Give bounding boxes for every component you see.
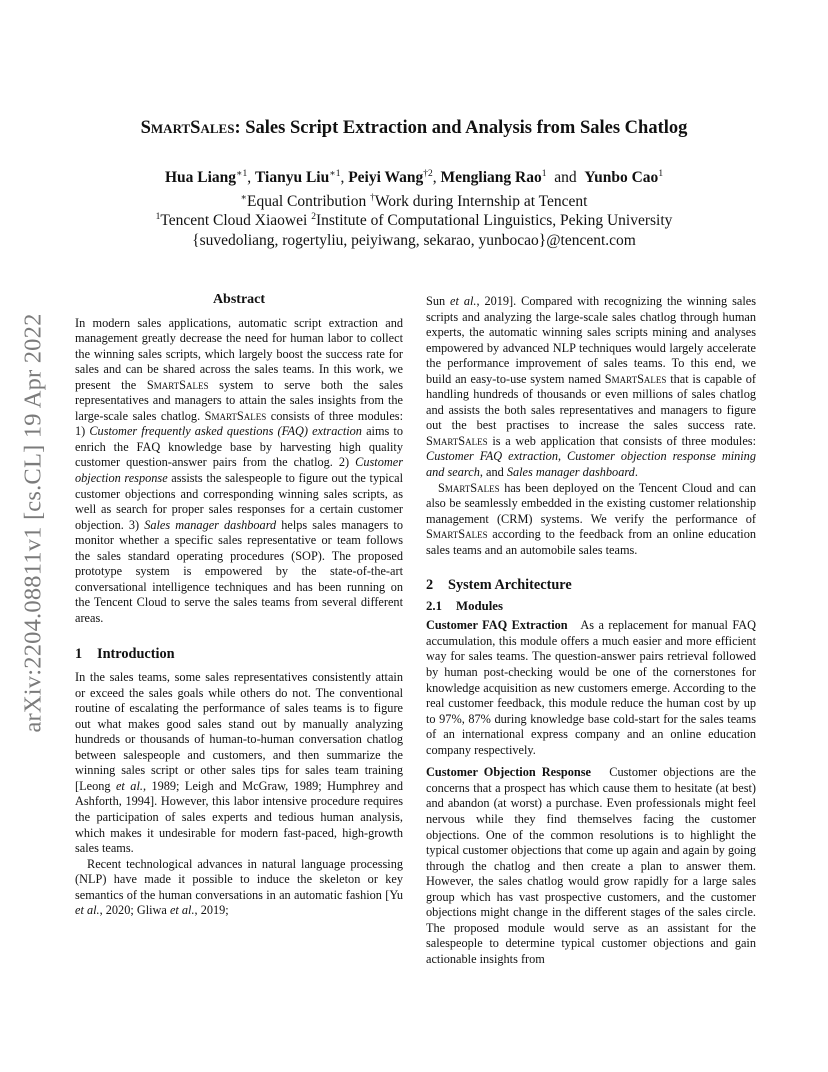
paragraph-customer-objection-response: Customer Objection Response Customer objections are the concerns that a prospect has which cause them to hesitate (at best) and abandon (at worst) a purchase. Even professionals might feel nervous while they find themselves facing the customer objections. One of the common resolutions is to highlight the typical customer objections that come up again and again by going through the chatlog and then create a plan to answer them. However, the sales chatlog would grow rapidly for a large sales group which has vast prospective customers, and the customer objections might change in the different stages of the sales circle. The proposed module would serve as an assistant for the salespeople to determine typical customer objections and gain actionable insights from bbox=[426, 765, 756, 966]
section-heading-introduction: 1 Introduction bbox=[75, 646, 175, 663]
intro-continuation: Sun et al., 2019]. Compared with recognizing the winning sales scripts and analyzing the large-scale sales chatlog through human experts, the automatic winning sales scripts mining and analyses empowered by advanced NLP techniques would largely accelerate the performance improvement of sales teams. To this end, we build an easy-to-use system named SmartSales that is capable of handling hundreds of thousands or even millions of sales chatlog and assists the both sales representatives and managers to figure out the best practises to increase the sales success rate. SmartSales is a web application that consists of three modules: Customer FAQ extraction, Customer objection response mining and search, and Sales manager dashboard. bbox=[426, 294, 756, 480]
author-emails: {suvedoliang, rogertyliu, peiyiwang, sekarao, yunbocao}@tencent.com bbox=[192, 232, 636, 249]
abstract-text: In modern sales applications, automatic script extraction and management greatly decrease the need for human labor to collect the winning sales scripts, which largely boost the success rate for sales and can be shared across the sales teams. In this work, we present the SmartSales system to serve both the sales representatives and managers to attain the sales insights from the large-scale sales chatlog. SmartSales consists of three modules: 1) Customer frequently asked questions (FAQ) extraction aims to enrich the FAQ knowledge base by harvesting high quality customer question-answer pairs from the chatlog. 2) Customer objection response assists the salespeople to figure out the typical customer objections and corresponding winning sales scripts, as well as search for proper sales responses for a certain customer objection. 3) Sales manager dashboard helps sales managers to monitor whether a specific sales representative or team follows the sales standard operating procedures (SOP). The proposed prototype system is empowered by the state-of-the-art conversational intelligence techniques and has been running on the Tencent Cloud to serve the sales teams from several different areas. bbox=[75, 315, 404, 625]
left-column bbox=[75, 292, 403, 919]
paragraph-customer-faq-extraction: Customer FAQ Extraction As a replacement for manual FAQ accumulation, this module offers a much easier and more efficient way for sales teams. The question-answer pairs retrieval followed by human post-checking would be one of the cornerstones for knowledge acquisition as new customers emerge. According to the real customer feedback, this module reduce the human cost by up to 97%, 87% during knowledge base cold-start for the sales teams of an international express company and an online education company respectively. bbox=[426, 618, 757, 757]
intro-paragraph-deployment: SmartSales has been deployed on the Tencent Cloud and can also be seamlessly embedded in the existing customer relationship management (CRM) systems. We verify the performance of SmartSales according to the feedback from an online education sales teams and an automobile sales teams. bbox=[426, 480, 756, 557]
author-name: Yunbo Cao bbox=[584, 169, 659, 187]
abstract-heading: Abstract bbox=[212, 292, 266, 307]
paper-title: SmartSales: Sales Script Extraction and Analysis from Sales Chatlog bbox=[140, 118, 688, 138]
section-heading-system-architecture: 2 System Architecture bbox=[426, 577, 572, 594]
author-name: Tianyu Liu bbox=[254, 169, 330, 187]
subsection-heading-modules: 2.1 Modules bbox=[426, 598, 503, 613]
author-name: Hua Liang bbox=[164, 169, 237, 187]
arxiv-identifier bbox=[16, 285, 52, 760]
intro-paragraph-1: In the sales teams, some sales representatives consistently attain or exceed the sales goals while others do not. The conventional routine of escalating the performance of sales teams is to figure out what makes good sales stand out by manually analyzing hundreds or thousands of human-to-human conversation chatlog between salespeople and customers, and then summarize the winning sales script or other sales tips for sales team training [Leong et al., 1989; Leigh and McGraw, 1989; Humphrey and Ashforth, 1994]. However, this labor intensive procedure requires the participation of sales experts and tedious human analysis, which makes it undesirable for modern fast-paced, high-growth sales teams. bbox=[75, 670, 403, 856]
arxiv-id-text: arXiv:2204.08811v1 [cs.CL] 19 Apr 2022 bbox=[20, 312, 48, 733]
author-name: Peiyi Wang bbox=[348, 169, 424, 187]
author-name: Mengliang Rao bbox=[440, 169, 542, 187]
author-list: Hua Liang$^{∗1}$, Tianyu Liu$^{∗1}$, Peiyi Wang$^{\dagger 2}$, Mengliang Rao$^1$ and Yunbo Cao$^1$ bbox=[164, 169, 664, 187]
affiliations: $^1$Tencent Cloud Xiaowei $^2$Institute of Computational Linguistics, Peking University bbox=[155, 212, 673, 230]
intro-paragraph-2: Recent technological advances in natural language processing (NLP) have made it possible to induce the skeleton or key semantics of the human conversations in an automatic fashion [Yu et al., 2020; Gliwa et al., 2019; bbox=[75, 856, 403, 918]
right-column bbox=[426, 294, 756, 967]
contribution-note: ∗Equal Contribution †Work during Internship at Tencent bbox=[240, 193, 588, 211]
